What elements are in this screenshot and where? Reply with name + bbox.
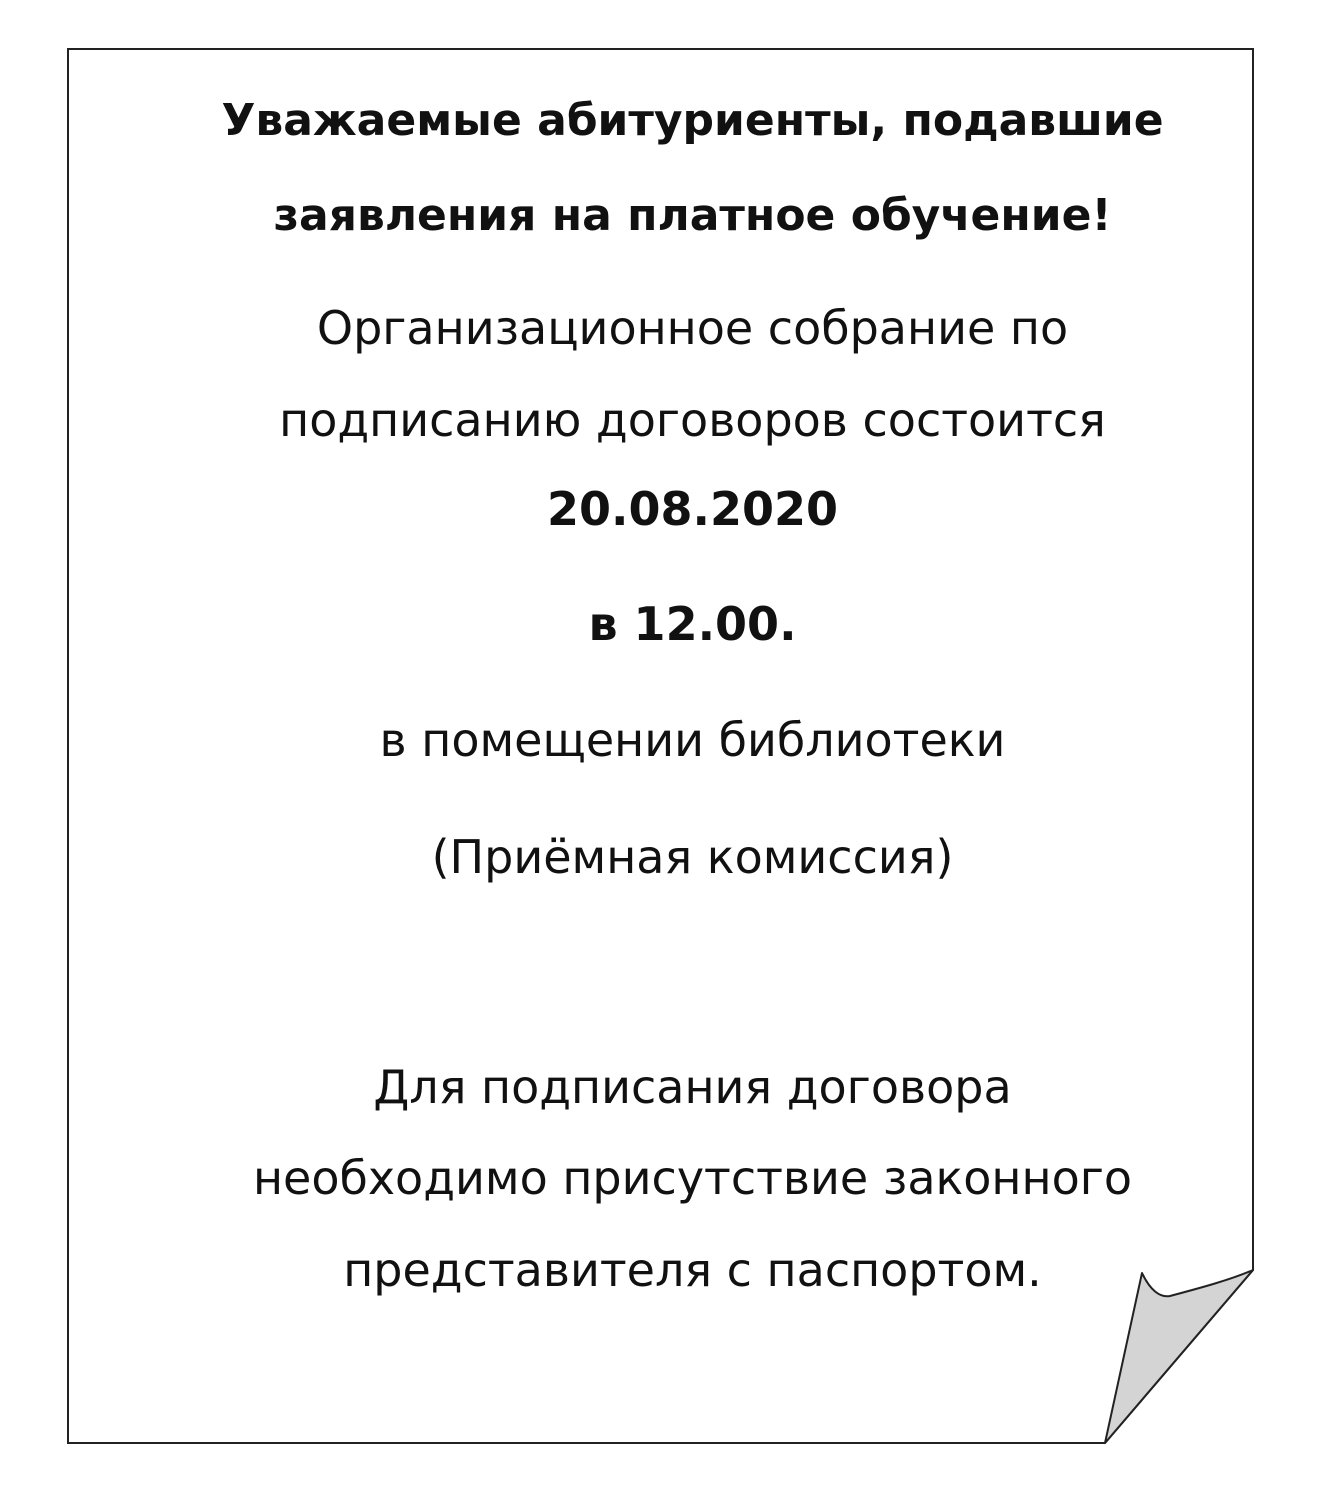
meeting-date: 20.08.2020 [546, 482, 838, 536]
heading-line-2: заявления на платное обучение! [273, 190, 1112, 241]
heading-line-1: Уважаемые абитуриенты, подавшие [221, 95, 1164, 146]
requirement-line-2: необходимо присутствие законного [252, 1151, 1133, 1205]
meeting-line-1: Организационное собрание по [316, 301, 1069, 355]
requirement-line-1: Для подписания договора [373, 1060, 1012, 1114]
meeting-time: в 12.00. [588, 597, 797, 651]
meeting-office: (Приёмная комиссия) [431, 830, 954, 884]
meeting-place: в помещении библиотеки [379, 713, 1006, 767]
meeting-line-2: подписанию договоров состоится [279, 393, 1106, 447]
requirement-line-3: представителя с паспортом. [343, 1243, 1042, 1297]
